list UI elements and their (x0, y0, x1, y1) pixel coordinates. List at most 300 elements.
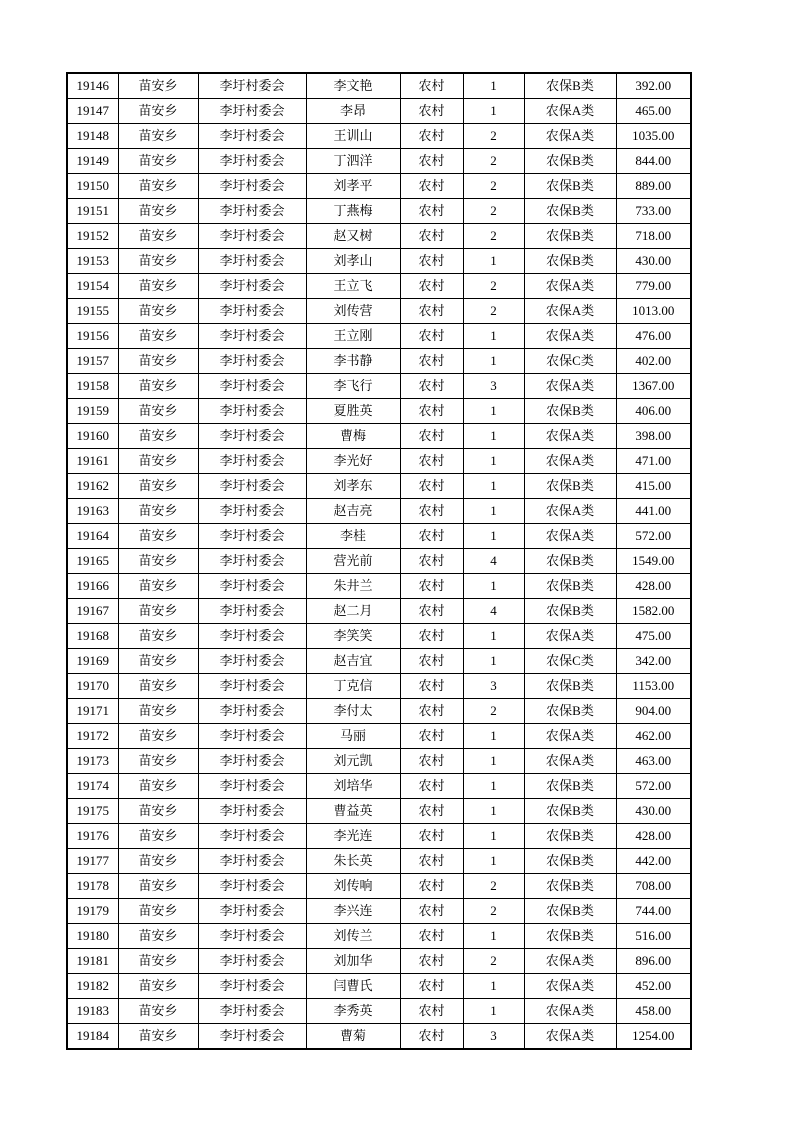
cell-township: 苗安乡 (118, 149, 198, 174)
cell-name: 朱井兰 (306, 574, 400, 599)
cell-id: 19180 (67, 924, 118, 949)
table-row (67, 649, 691, 674)
cell-name: 王立刚 (306, 324, 400, 349)
cell-residence: 农村 (400, 874, 463, 899)
cell-village: 李圩村委会 (198, 849, 306, 874)
cell-township: 苗安乡 (118, 99, 198, 124)
cell-category: 农保A类 (524, 999, 616, 1024)
table-row (67, 449, 691, 474)
cell-id: 19166 (67, 574, 118, 599)
cell-category: 农保B类 (524, 73, 616, 99)
cell-village: 李圩村委会 (198, 924, 306, 949)
cell-name: 李笑笑 (306, 624, 400, 649)
cell-count: 2 (463, 199, 524, 224)
cell-amount: 1035.00 (616, 124, 691, 149)
cell-category: 农保C类 (524, 349, 616, 374)
cell-category: 农保B类 (524, 199, 616, 224)
cell-amount: 516.00 (616, 924, 691, 949)
cell-village: 李圩村委会 (198, 199, 306, 224)
cell-name: 王训山 (306, 124, 400, 149)
cell-name: 朱长英 (306, 849, 400, 874)
cell-township: 苗安乡 (118, 399, 198, 424)
cell-residence: 农村 (400, 1024, 463, 1050)
cell-township: 苗安乡 (118, 574, 198, 599)
cell-amount: 441.00 (616, 499, 691, 524)
cell-name: 马丽 (306, 724, 400, 749)
cell-name: 李光好 (306, 449, 400, 474)
cell-id: 19146 (67, 73, 118, 99)
cell-residence: 农村 (400, 149, 463, 174)
cell-residence: 农村 (400, 824, 463, 849)
cell-township: 苗安乡 (118, 624, 198, 649)
cell-count: 3 (463, 374, 524, 399)
cell-residence: 农村 (400, 549, 463, 574)
cell-id: 19178 (67, 874, 118, 899)
table-row (67, 549, 691, 574)
table-row (67, 599, 691, 624)
cell-name: 曹菊 (306, 1024, 400, 1050)
cell-residence: 农村 (400, 199, 463, 224)
cell-name: 李昂 (306, 99, 400, 124)
table-row (67, 924, 691, 949)
cell-amount: 1254.00 (616, 1024, 691, 1050)
cell-village: 李圩村委会 (198, 374, 306, 399)
table-row (67, 73, 691, 99)
cell-count: 1 (463, 524, 524, 549)
cell-township: 苗安乡 (118, 274, 198, 299)
cell-id: 19154 (67, 274, 118, 299)
cell-amount: 430.00 (616, 249, 691, 274)
cell-id: 19170 (67, 674, 118, 699)
cell-category: 农保B类 (524, 899, 616, 924)
cell-name: 刘孝平 (306, 174, 400, 199)
cell-village: 李圩村委会 (198, 499, 306, 524)
cell-name: 夏胜英 (306, 399, 400, 424)
cell-id: 19172 (67, 724, 118, 749)
cell-id: 19155 (67, 299, 118, 324)
cell-village: 李圩村委会 (198, 399, 306, 424)
cell-id: 19148 (67, 124, 118, 149)
cell-category: 农保B类 (524, 174, 616, 199)
cell-village: 李圩村委会 (198, 674, 306, 699)
cell-category: 农保A类 (524, 949, 616, 974)
cell-residence: 农村 (400, 449, 463, 474)
cell-township: 苗安乡 (118, 199, 198, 224)
cell-residence: 农村 (400, 374, 463, 399)
cell-amount: 572.00 (616, 524, 691, 549)
cell-name: 王立飞 (306, 274, 400, 299)
cell-amount: 896.00 (616, 949, 691, 974)
cell-name: 赵吉宜 (306, 649, 400, 674)
cell-count: 2 (463, 949, 524, 974)
cell-id: 19151 (67, 199, 118, 224)
cell-name: 丁克信 (306, 674, 400, 699)
cell-amount: 733.00 (616, 199, 691, 224)
cell-count: 1 (463, 824, 524, 849)
cell-amount: 904.00 (616, 699, 691, 724)
cell-id: 19150 (67, 174, 118, 199)
cell-category: 农保A类 (524, 299, 616, 324)
cell-residence: 农村 (400, 224, 463, 249)
cell-residence: 农村 (400, 124, 463, 149)
cell-township: 苗安乡 (118, 799, 198, 824)
cell-residence: 农村 (400, 73, 463, 99)
cell-category: 农保A类 (524, 99, 616, 124)
cell-village: 李圩村委会 (198, 774, 306, 799)
cell-township: 苗安乡 (118, 224, 198, 249)
cell-name: 营光前 (306, 549, 400, 574)
table-row (67, 124, 691, 149)
table-row (67, 224, 691, 249)
table-row (67, 574, 691, 599)
table-row (67, 499, 691, 524)
cell-id: 19176 (67, 824, 118, 849)
cell-village: 李圩村委会 (198, 949, 306, 974)
cell-village: 李圩村委会 (198, 174, 306, 199)
cell-village: 李圩村委会 (198, 599, 306, 624)
cell-residence: 农村 (400, 699, 463, 724)
table-row (67, 249, 691, 274)
cell-id: 19174 (67, 774, 118, 799)
cell-village: 李圩村委会 (198, 824, 306, 849)
cell-count: 2 (463, 699, 524, 724)
cell-village: 李圩村委会 (198, 549, 306, 574)
cell-township: 苗安乡 (118, 774, 198, 799)
cell-category: 农保A类 (524, 374, 616, 399)
cell-township: 苗安乡 (118, 824, 198, 849)
cell-township: 苗安乡 (118, 549, 198, 574)
cell-residence: 农村 (400, 349, 463, 374)
cell-count: 1 (463, 449, 524, 474)
cell-category: 农保B类 (524, 224, 616, 249)
cell-amount: 708.00 (616, 874, 691, 899)
cell-amount: 475.00 (616, 624, 691, 649)
cell-id: 19153 (67, 249, 118, 274)
cell-village: 李圩村委会 (198, 749, 306, 774)
cell-category: 农保A类 (524, 749, 616, 774)
table-row (67, 724, 691, 749)
cell-category: 农保B类 (524, 399, 616, 424)
cell-id: 19164 (67, 524, 118, 549)
cell-township: 苗安乡 (118, 899, 198, 924)
cell-residence: 农村 (400, 974, 463, 999)
cell-residence: 农村 (400, 424, 463, 449)
cell-name: 赵又树 (306, 224, 400, 249)
cell-township: 苗安乡 (118, 499, 198, 524)
cell-category: 农保A类 (524, 624, 616, 649)
cell-township: 苗安乡 (118, 374, 198, 399)
table-row (67, 974, 691, 999)
cell-count: 1 (463, 624, 524, 649)
cell-township: 苗安乡 (118, 724, 198, 749)
cell-amount: 402.00 (616, 349, 691, 374)
cell-id: 19162 (67, 474, 118, 499)
cell-amount: 452.00 (616, 974, 691, 999)
cell-township: 苗安乡 (118, 249, 198, 274)
cell-name: 丁燕梅 (306, 199, 400, 224)
cell-count: 1 (463, 424, 524, 449)
cell-name: 李付太 (306, 699, 400, 724)
cell-residence: 农村 (400, 724, 463, 749)
cell-residence: 农村 (400, 749, 463, 774)
table-row (67, 524, 691, 549)
cell-category: 农保B类 (524, 549, 616, 574)
cell-township: 苗安乡 (118, 73, 198, 99)
cell-count: 2 (463, 299, 524, 324)
cell-id: 19177 (67, 849, 118, 874)
table-row (67, 824, 691, 849)
cell-count: 1 (463, 73, 524, 99)
cell-township: 苗安乡 (118, 124, 198, 149)
cell-amount: 471.00 (616, 449, 691, 474)
cell-residence: 农村 (400, 924, 463, 949)
cell-residence: 农村 (400, 849, 463, 874)
cell-name: 李飞行 (306, 374, 400, 399)
cell-name: 刘孝山 (306, 249, 400, 274)
cell-village: 李圩村委会 (198, 624, 306, 649)
cell-amount: 844.00 (616, 149, 691, 174)
cell-name: 刘孝东 (306, 474, 400, 499)
cell-id: 19179 (67, 899, 118, 924)
cell-category: 农保A类 (524, 324, 616, 349)
cell-id: 19175 (67, 799, 118, 824)
cell-name: 李书静 (306, 349, 400, 374)
cell-residence: 农村 (400, 999, 463, 1024)
cell-amount: 398.00 (616, 424, 691, 449)
table-row (67, 324, 691, 349)
cell-count: 1 (463, 324, 524, 349)
cell-name: 曹梅 (306, 424, 400, 449)
cell-village: 李圩村委会 (198, 224, 306, 249)
cell-id: 19156 (67, 324, 118, 349)
cell-category: 农保A类 (524, 974, 616, 999)
cell-amount: 1153.00 (616, 674, 691, 699)
cell-village: 李圩村委会 (198, 799, 306, 824)
cell-township: 苗安乡 (118, 749, 198, 774)
cell-id: 19184 (67, 1024, 118, 1050)
cell-amount: 744.00 (616, 899, 691, 924)
cell-amount: 465.00 (616, 99, 691, 124)
cell-residence: 农村 (400, 399, 463, 424)
cell-count: 2 (463, 224, 524, 249)
cell-count: 2 (463, 899, 524, 924)
cell-amount: 458.00 (616, 999, 691, 1024)
cell-category: 农保B类 (524, 774, 616, 799)
table-row (67, 149, 691, 174)
benefits-table (66, 72, 692, 1050)
table-row (67, 949, 691, 974)
cell-township: 苗安乡 (118, 174, 198, 199)
cell-township: 苗安乡 (118, 949, 198, 974)
cell-amount: 889.00 (616, 174, 691, 199)
cell-category: 农保B类 (524, 924, 616, 949)
cell-id: 19158 (67, 374, 118, 399)
cell-amount: 442.00 (616, 849, 691, 874)
cell-village: 李圩村委会 (198, 73, 306, 99)
cell-count: 1 (463, 749, 524, 774)
table-row (67, 474, 691, 499)
table-row (67, 774, 691, 799)
cell-id: 19161 (67, 449, 118, 474)
cell-amount: 462.00 (616, 724, 691, 749)
cell-residence: 农村 (400, 624, 463, 649)
cell-category: 农保B类 (524, 799, 616, 824)
cell-category: 农保B类 (524, 874, 616, 899)
cell-residence: 农村 (400, 674, 463, 699)
cell-id: 19163 (67, 499, 118, 524)
cell-township: 苗安乡 (118, 974, 198, 999)
cell-id: 19147 (67, 99, 118, 124)
cell-count: 1 (463, 999, 524, 1024)
cell-count: 2 (463, 149, 524, 174)
cell-count: 1 (463, 499, 524, 524)
cell-residence: 农村 (400, 799, 463, 824)
table-row (67, 999, 691, 1024)
cell-count: 1 (463, 799, 524, 824)
cell-amount: 476.00 (616, 324, 691, 349)
cell-count: 1 (463, 349, 524, 374)
cell-village: 李圩村委会 (198, 974, 306, 999)
cell-residence: 农村 (400, 474, 463, 499)
cell-township: 苗安乡 (118, 424, 198, 449)
cell-township: 苗安乡 (118, 999, 198, 1024)
table-row (67, 399, 691, 424)
cell-village: 李圩村委会 (198, 299, 306, 324)
cell-name: 刘传兰 (306, 924, 400, 949)
cell-amount: 1549.00 (616, 549, 691, 574)
table-row (67, 299, 691, 324)
cell-count: 4 (463, 599, 524, 624)
cell-village: 李圩村委会 (198, 574, 306, 599)
cell-township: 苗安乡 (118, 874, 198, 899)
cell-village: 李圩村委会 (198, 899, 306, 924)
table-row (67, 274, 691, 299)
cell-name: 刘元凯 (306, 749, 400, 774)
cell-count: 3 (463, 1024, 524, 1050)
cell-count: 1 (463, 649, 524, 674)
cell-name: 刘传营 (306, 299, 400, 324)
cell-name: 刘加华 (306, 949, 400, 974)
cell-name: 李光连 (306, 824, 400, 849)
cell-count: 4 (463, 549, 524, 574)
cell-count: 1 (463, 849, 524, 874)
cell-name: 赵吉亮 (306, 499, 400, 524)
table-row (67, 349, 691, 374)
cell-village: 李圩村委会 (198, 349, 306, 374)
cell-village: 李圩村委会 (198, 524, 306, 549)
cell-township: 苗安乡 (118, 349, 198, 374)
table-row (67, 424, 691, 449)
cell-id: 19182 (67, 974, 118, 999)
cell-residence: 农村 (400, 599, 463, 624)
cell-township: 苗安乡 (118, 699, 198, 724)
cell-id: 19165 (67, 549, 118, 574)
cell-amount: 779.00 (616, 274, 691, 299)
cell-village: 李圩村委会 (198, 1024, 306, 1050)
cell-id: 19157 (67, 349, 118, 374)
table-row (67, 199, 691, 224)
cell-amount: 572.00 (616, 774, 691, 799)
cell-township: 苗安乡 (118, 599, 198, 624)
cell-id: 19160 (67, 424, 118, 449)
cell-amount: 463.00 (616, 749, 691, 774)
cell-id: 19149 (67, 149, 118, 174)
cell-name: 刘传响 (306, 874, 400, 899)
cell-category: 农保A类 (524, 124, 616, 149)
cell-village: 李圩村委会 (198, 699, 306, 724)
cell-id: 19169 (67, 649, 118, 674)
cell-village: 李圩村委会 (198, 649, 306, 674)
cell-village: 李圩村委会 (198, 124, 306, 149)
cell-amount: 1367.00 (616, 374, 691, 399)
cell-category: 农保B类 (524, 824, 616, 849)
cell-residence: 农村 (400, 774, 463, 799)
cell-township: 苗安乡 (118, 324, 198, 349)
cell-name: 李桂 (306, 524, 400, 549)
cell-name: 李文艳 (306, 73, 400, 99)
table-row (67, 374, 691, 399)
cell-category: 农保B类 (524, 249, 616, 274)
cell-village: 李圩村委会 (198, 474, 306, 499)
cell-count: 1 (463, 399, 524, 424)
cell-count: 1 (463, 99, 524, 124)
cell-count: 2 (463, 874, 524, 899)
cell-category: 农保B类 (524, 849, 616, 874)
table-row (67, 99, 691, 124)
cell-id: 19171 (67, 699, 118, 724)
cell-township: 苗安乡 (118, 674, 198, 699)
table-row (67, 174, 691, 199)
cell-residence: 农村 (400, 299, 463, 324)
cell-amount: 718.00 (616, 224, 691, 249)
cell-category: 农保B类 (524, 674, 616, 699)
cell-id: 19159 (67, 399, 118, 424)
cell-category: 农保A类 (524, 724, 616, 749)
cell-category: 农保A类 (524, 499, 616, 524)
cell-village: 李圩村委会 (198, 724, 306, 749)
cell-name: 赵二月 (306, 599, 400, 624)
cell-name: 刘培华 (306, 774, 400, 799)
cell-count: 1 (463, 249, 524, 274)
cell-residence: 农村 (400, 649, 463, 674)
cell-village: 李圩村委会 (198, 99, 306, 124)
cell-name: 李兴连 (306, 899, 400, 924)
cell-residence: 农村 (400, 249, 463, 274)
cell-residence: 农村 (400, 524, 463, 549)
cell-count: 3 (463, 674, 524, 699)
cell-residence: 农村 (400, 574, 463, 599)
cell-residence: 农村 (400, 324, 463, 349)
cell-amount: 342.00 (616, 649, 691, 674)
cell-id: 19183 (67, 999, 118, 1024)
cell-residence: 农村 (400, 499, 463, 524)
cell-category: 农保B类 (524, 474, 616, 499)
cell-amount: 392.00 (616, 73, 691, 99)
cell-id: 19152 (67, 224, 118, 249)
cell-category: 农保A类 (524, 424, 616, 449)
cell-village: 李圩村委会 (198, 274, 306, 299)
cell-village: 李圩村委会 (198, 449, 306, 474)
cell-amount: 428.00 (616, 824, 691, 849)
table-row (67, 899, 691, 924)
cell-category: 农保B类 (524, 149, 616, 174)
table-body (67, 73, 691, 1049)
cell-village: 李圩村委会 (198, 999, 306, 1024)
cell-count: 2 (463, 274, 524, 299)
cell-name: 丁泗洋 (306, 149, 400, 174)
cell-category: 农保A类 (524, 524, 616, 549)
cell-residence: 农村 (400, 899, 463, 924)
